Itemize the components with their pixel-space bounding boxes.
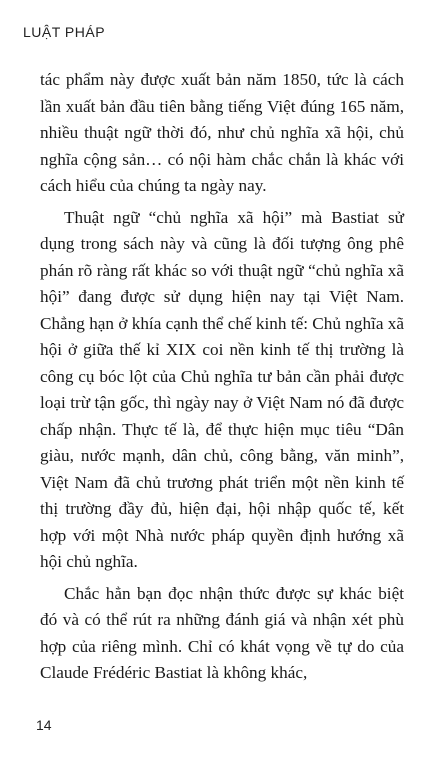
running-header: LUẬT PHÁP xyxy=(23,24,106,40)
paragraph-socialism-term: Thuật ngữ “chủ nghĩa xã hội” mà Bastiat sử dụng trong sách này và cũng là đối tượng ông phê phán rõ ràng rất khác so với thuật ngữ “chủ nghĩa xã hội” đang được sử dụng hiện nay tại Việt Nam. Chẳng hạn ở khía cạnh thể chế kinh tế: Chủ nghĩa xã hội ở giữa thế kỉ XIX coi nền kinh tế thị trường là công cụ bóc lột của Chủ nghĩa tư bản cần phải được loại trừ tận gốc, thì ngày nay ở Việt Nam nó đã được chấp nhận. Thực tế là, để thực hiện mục tiêu “Dân giàu, nước mạnh, dân chủ, công bằng, văn minh”, Việt Nam đã chủ trương phát triển một nền kinh tế thị trường đầy đủ, hiện đại, hội nhập quốc tế, kết hợp với một Nhà nước pháp quyền định hướng xã hội chủ nghĩa. xyxy=(40,207,404,571)
paragraph-continuation: tác phẩm này được xuất bản năm 1850, tức là cách lần xuất bản đầu tiên bằng tiếng Việt đúng 165 năm, nhiều thuật ngữ thời đó, như chủ nghĩa xã hội, chủ nghĩa cộng sản… có nội hàm chắc chắn là khác với cách hiểu của chúng ta ngày nay. xyxy=(40,70,404,195)
body-text xyxy=(40,67,404,692)
paragraph-reader-note: Chắc hẳn bạn đọc nhận thức được sự khác biệt đó và có thể rút ra những đánh giá và nhận xét phù hợp của riêng mình. Chỉ có khát vọng về tự do của Claude Frédéric Bastiat là không khác, xyxy=(40,583,404,682)
page-number: 14 xyxy=(36,717,52,733)
